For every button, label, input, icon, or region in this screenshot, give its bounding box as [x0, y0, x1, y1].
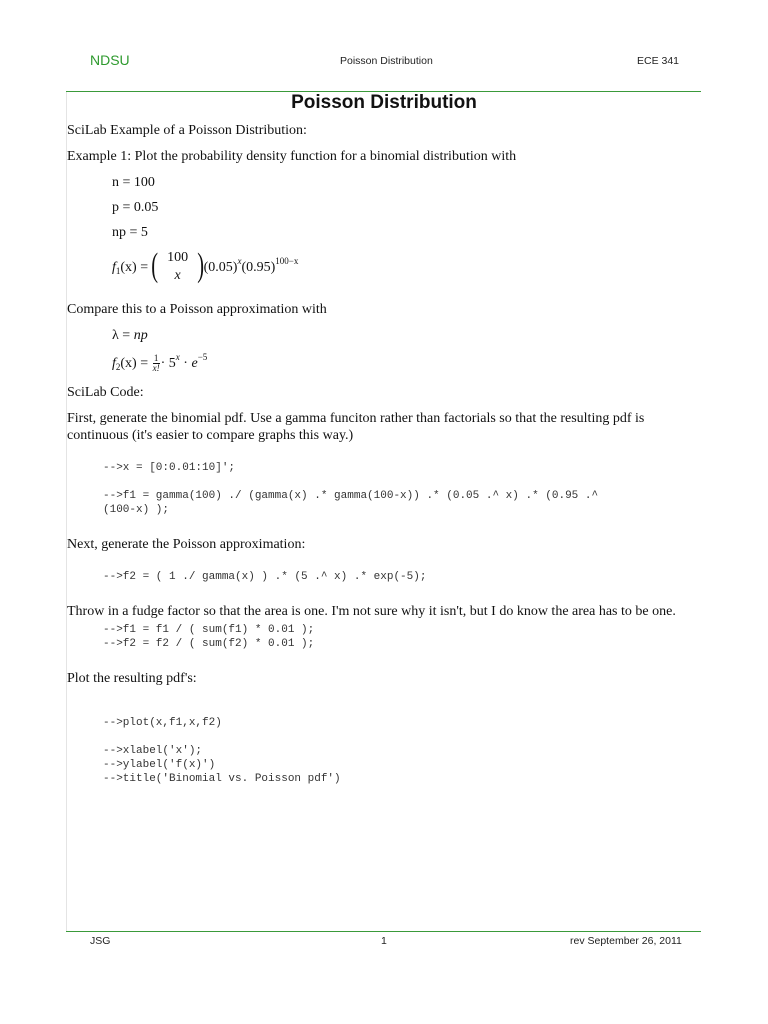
param-p: p = 0.05 [112, 200, 159, 215]
footer-author: JSG [90, 935, 111, 947]
f2-e-exp: −5 [197, 352, 208, 362]
paragraph-binomial: First, generate the binomial pdf. Use a gamma funciton rather than factorials so that the resulting pdf is continuous (it's easier to compare graphs this way.) [67, 411, 645, 443]
lambda-symbol: λ = [112, 328, 131, 343]
f2-frac-den: x! [152, 363, 160, 374]
code-block-binomial: -->x = [0:0.01:10]'; -->f1 = gamma(100) ./ (gamma(x) .* gamma(100-x)) .* (0.05 .^ x) .* (0.95 .^ (100-x) ); [103, 462, 599, 516]
f1-subscript: 1 [115, 266, 121, 277]
footer-rule [66, 931, 701, 932]
binomial-coefficient: ( 100 x ) [150, 247, 205, 284]
poisson-equation [112, 352, 207, 373]
header-topic: Poisson Distribution [340, 55, 433, 67]
lambda-value: np [133, 328, 148, 343]
header-org: NDSU [90, 52, 130, 68]
f2-base-exp: x [175, 352, 180, 362]
f2-subscript: 2 [115, 362, 121, 372]
code-block-plot: -->plot(x,f1,x,f2) -->xlabel('x'); -->ylabel('f(x)') -->title('Binomial vs. Poisson pdf') [103, 717, 341, 785]
f2-dot-1: · [160, 356, 166, 371]
compare-text: Compare this to a Poisson approximation with [67, 302, 327, 317]
footer-page-number: 1 [381, 935, 387, 947]
f2-e: e [191, 356, 198, 371]
paragraph-plot: Plot the resulting pdf's: [67, 671, 197, 686]
f2-symbol: f [112, 356, 116, 371]
footer-revision: rev September 26, 2011 [570, 935, 682, 947]
f1-term1: (0.05) [203, 260, 238, 276]
f2-argument: (x) = [120, 356, 149, 371]
f2-dot-2: · [183, 356, 188, 371]
f1-term2-exp: 100−x [275, 256, 299, 267]
f2-fraction [153, 354, 160, 373]
left-margin-line [66, 92, 67, 931]
binomial-equation [112, 247, 299, 286]
code-heading: SciLab Code: [67, 385, 144, 400]
header-course: ECE 341 [637, 55, 680, 67]
intro-text: SciLab Example of a Poisson Distribution: [67, 123, 307, 138]
param-np: np = 5 [112, 225, 148, 240]
paragraph-fudge: Throw in a fudge factor so that the area is one. I'm not sure why it isn't, but I do know the area has to be one. [67, 604, 676, 619]
f1-argument: (x) = [120, 260, 149, 276]
paragraph-poisson: Next, generate the Poisson approximation: [67, 537, 306, 552]
code-block-normalize: -->f1 = f1 / ( sum(f1) * 0.01 ); -->f2 = f2 / ( sum(f2) * 0.01 ); [103, 624, 315, 650]
code-block-poisson: -->f2 = ( 1 ./ gamma(x) ) .* (5 .^ x) .* exp(-5); [103, 571, 427, 583]
page-title: Poisson Distribution [291, 92, 477, 113]
param-n: n = 100 [112, 175, 155, 190]
f1-symbol: f [112, 260, 116, 276]
binom-top: 100 [167, 250, 189, 265]
f1-term1-exp: x [237, 256, 242, 267]
example-text: Example 1: Plot the probability density function for a binomial distribution with [67, 149, 517, 164]
f1-term2: (0.95) [241, 260, 276, 276]
lambda-equation [112, 328, 148, 344]
f2-base: 5 [168, 356, 176, 371]
f2-frac-num: 1 [153, 353, 159, 364]
binom-bottom: x [174, 268, 181, 283]
